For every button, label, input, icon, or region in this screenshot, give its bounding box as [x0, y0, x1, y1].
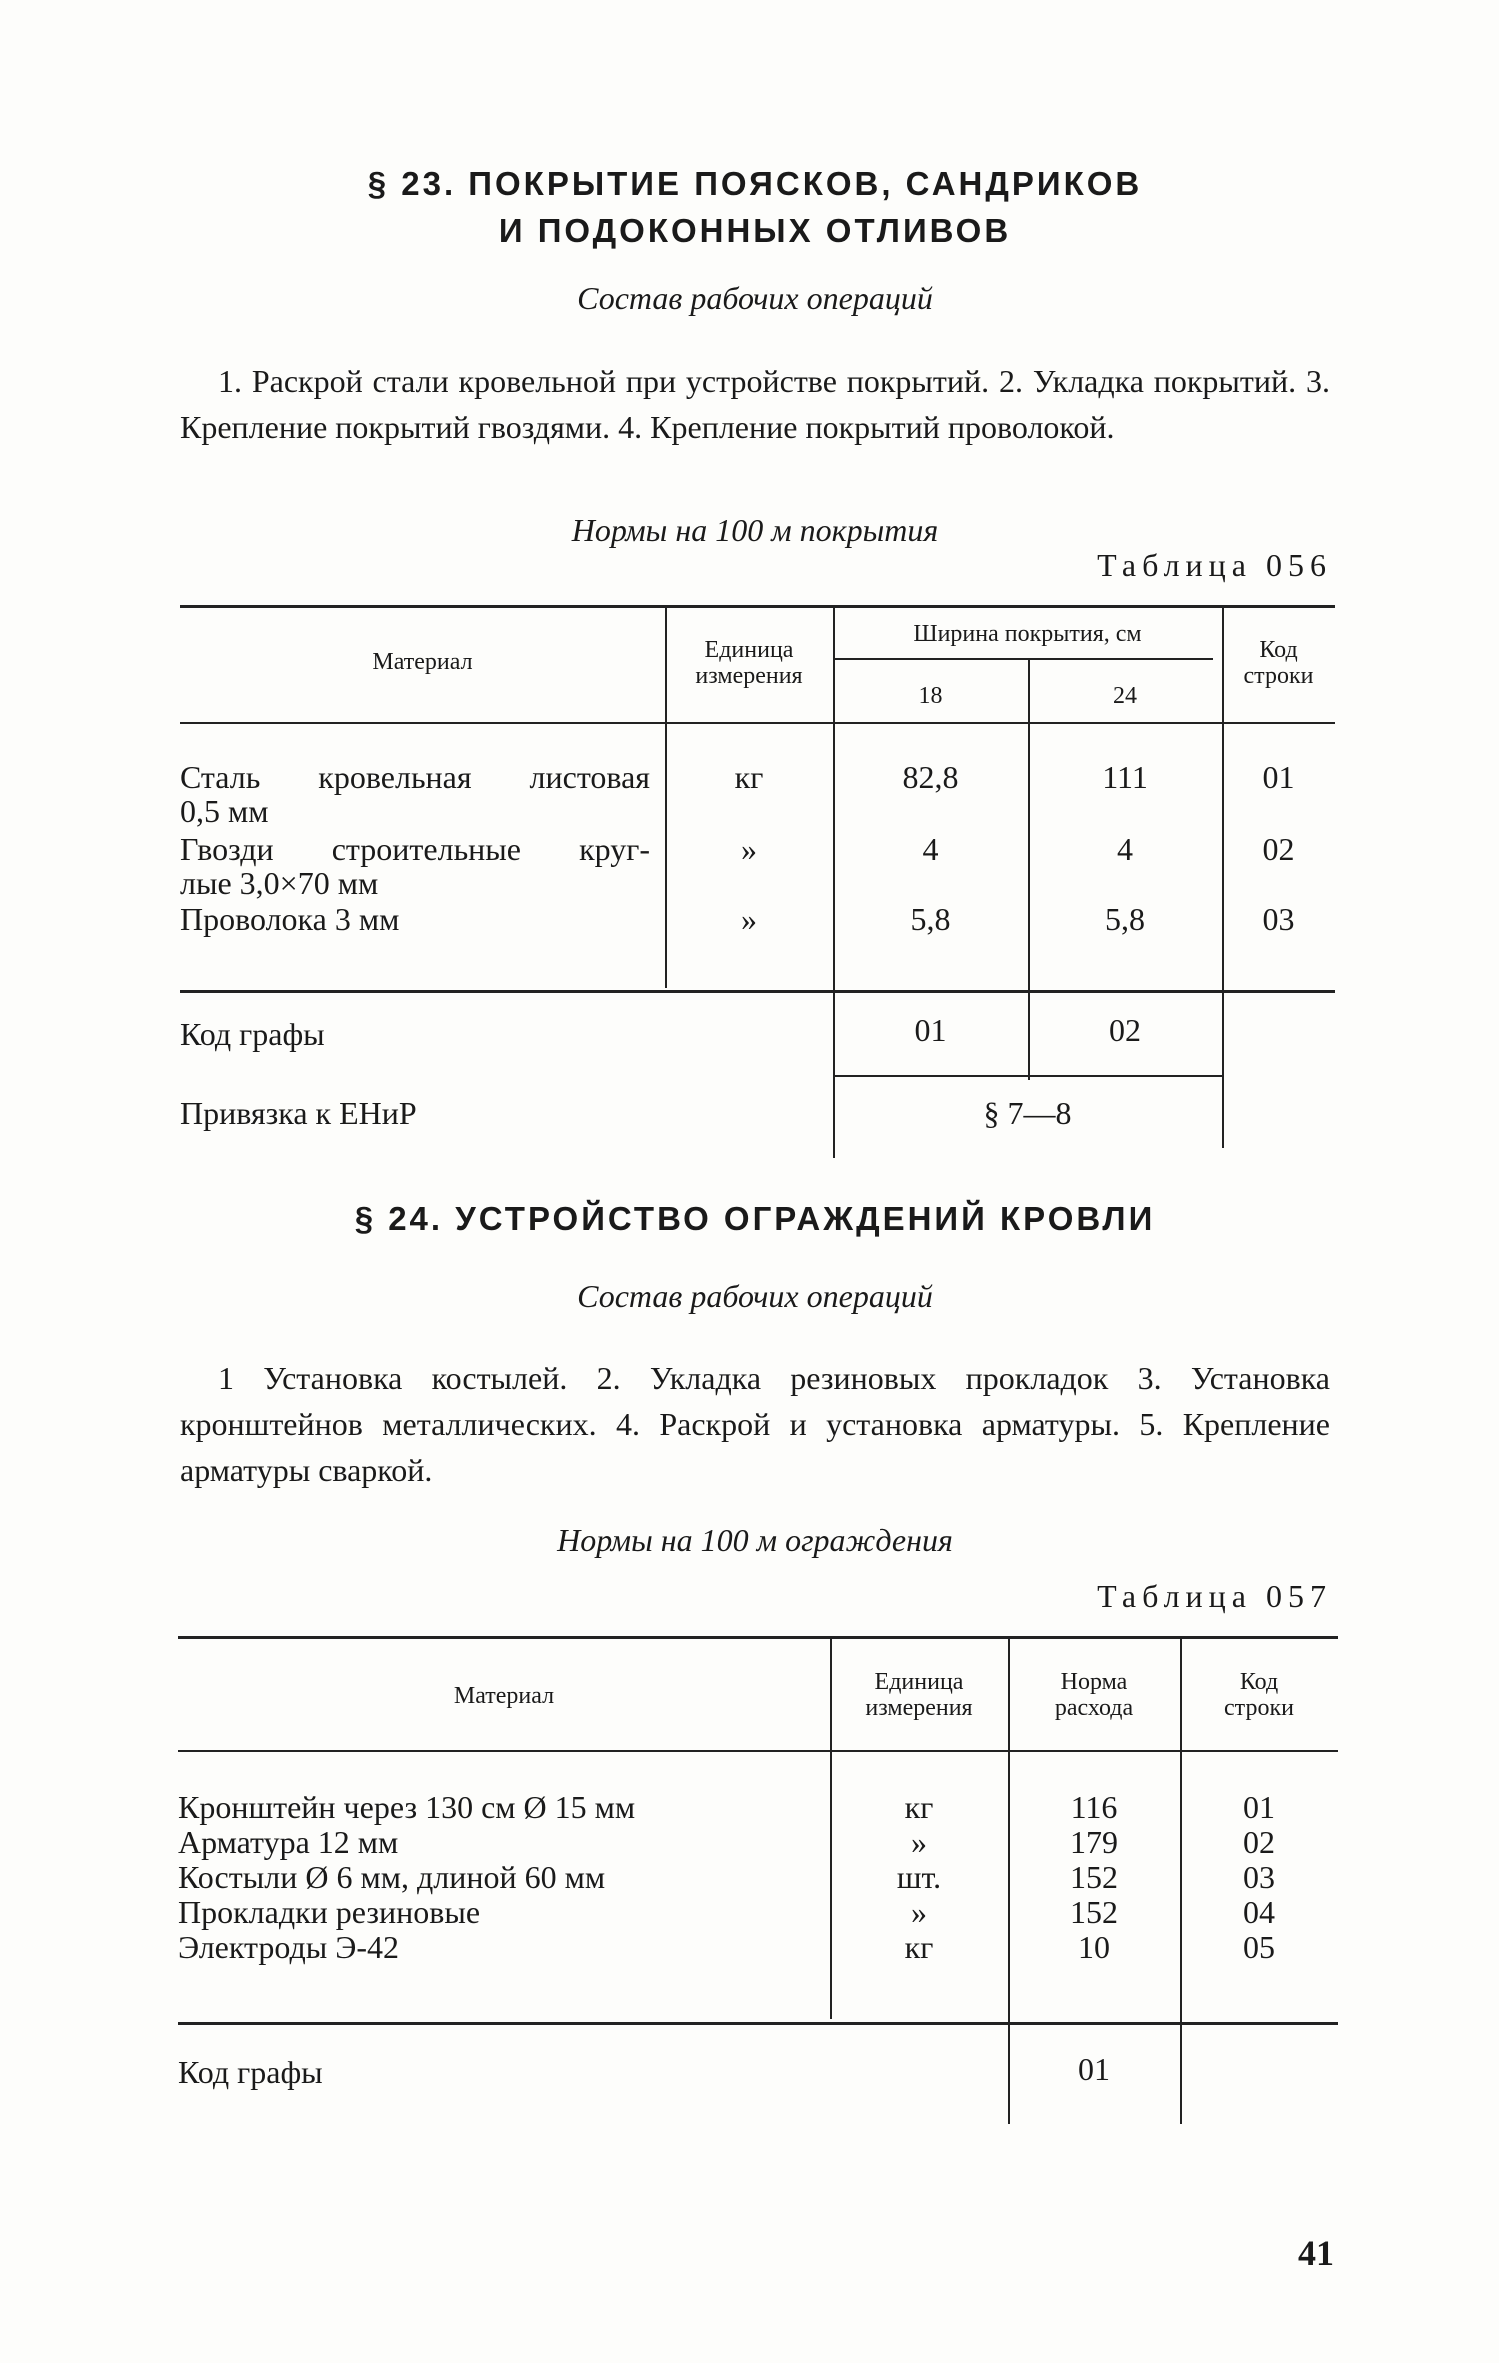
table-056-row3-w18: 5,8 [910, 901, 951, 937]
table-056-footer-code-18: 01 [914, 1012, 947, 1048]
table-057-number: Таблица 057 [1097, 1578, 1332, 1614]
table-056-row1-w18: 82,8 [902, 759, 959, 795]
table-057-row4-norm: 152 [1070, 1894, 1118, 1930]
page-number: 41 [1298, 2233, 1334, 2273]
table-057-footer-code-value: 01 [1078, 2051, 1110, 2087]
table-057-row3-material: Костыли Ø 6 мм, длиной 60 мм [178, 1859, 606, 1895]
table-056-row3-material-l1: Проволока 3 мм [180, 901, 400, 937]
table-056-footer-enir-label: Привязка к ЕНиР [180, 1095, 417, 1131]
table-056-row2-w24: 4 [1117, 831, 1133, 867]
table-057-row2-unit: » [911, 1824, 927, 1860]
table-057-row4-code: 04 [1243, 1894, 1275, 1930]
table-057-row5-code: 05 [1243, 1929, 1275, 1965]
table-057-row3-norm: 152 [1070, 1859, 1118, 1895]
table-057-header-rule [178, 1750, 1338, 1752]
table-057-row3-code: 03 [1243, 1859, 1275, 1895]
table-057-body-rule [178, 2022, 1338, 2025]
section-24-heading: § 24. УСТРОЙСТВО ОГРАЖДЕНИЙ КРОВЛИ [354, 1200, 1156, 1237]
table-057-col-code-l2: строки [1224, 1695, 1294, 1721]
table-057-col-code-l1: Код [1239, 1669, 1279, 1695]
table-056-col-code-l1: Код [1259, 637, 1298, 663]
table-056-row2-code: 02 [1262, 831, 1295, 867]
section-23-paragraph-text: 1. Раскрой стали кровельной при устройстве покрытий. 2. Укладка покрытий. 3. Крепление покрытий гвоздями. 4. Крепление покрытий проволокой. [180, 363, 1330, 445]
table-057-col-unit-l1: Единица [874, 1669, 964, 1695]
table-057-row2-code: 02 [1243, 1824, 1275, 1860]
table-056-row1-w24: 111 [1102, 759, 1148, 795]
table-056-row3-unit: » [741, 901, 757, 937]
table-057-row3-unit: шт. [896, 1859, 942, 1895]
table-056-row2-w18: 4 [922, 831, 939, 867]
table-056-body-rule [180, 990, 1335, 993]
section-24-subtitle: Состав рабочих операций [577, 1278, 933, 1314]
table-057-row5-unit: кг [904, 1929, 934, 1965]
table-056-row2-material-l1: Гвозди строительные круг- [180, 831, 650, 867]
table-057-row1-material: Кронштейн через 130 см Ø 15 мм [178, 1789, 636, 1825]
table-056-col-w24: 24 [1113, 683, 1137, 709]
table-056-col-w18: 18 [918, 683, 943, 709]
table-056-row3-w24: 5,8 [1105, 901, 1145, 937]
table-057-row2-material: Арматура 12 мм [178, 1824, 399, 1860]
table-057-row1-code: 01 [1243, 1789, 1275, 1825]
table-056-footer-rule [833, 1075, 1222, 1077]
table-056-col-width: Ширина покрытия, см [913, 621, 1142, 647]
table-057-row1-unit: кг [904, 1789, 934, 1825]
table-057-row4-material: Прокладки резиновые [178, 1894, 481, 1930]
section-23-subtitle: Состав рабочих операций [577, 280, 933, 316]
table-057-row4-unit: » [911, 1894, 927, 1930]
table-057-col-unit-l2: измерения [865, 1695, 973, 1721]
table-056-number: Таблица 056 [1097, 547, 1332, 583]
table-057-row5-material: Электроды Э-42 [178, 1929, 400, 1965]
section-23-paragraph [180, 358, 1330, 450]
table-057-col-norm-l2: расхода [1054, 1695, 1134, 1721]
section-23-norm-caption: Нормы на 100 м покрытия [571, 512, 939, 548]
table-057-col-norm-l1: Норма [1060, 1669, 1128, 1695]
table-056-row2-unit: » [741, 831, 757, 867]
table-057-row5-norm: 10 [1078, 1929, 1110, 1965]
table-056-col-unit-l1: Единица [704, 637, 794, 663]
table-057-row1-norm: 116 [1070, 1789, 1118, 1825]
table-056-footer-enir-value: § 7—8 [983, 1095, 1072, 1131]
section-24-paragraph [180, 1355, 1330, 1493]
table-057-col-material: Материал [453, 1683, 555, 1709]
table-056-row1-unit: кг [734, 759, 764, 795]
table-056-col-material: Материал [372, 649, 473, 675]
table-057-row2-norm: 179 [1070, 1824, 1118, 1860]
section-24-paragraph-text: 1 Установка костылей. 2. Укладка резиновых прокладок 3. Установка кронштейнов металлических. 4. Раскрой и установка арматуры. 5. Крепление арматуры сваркой. [180, 1360, 1330, 1488]
table-056-col-code-l2: строки [1243, 663, 1314, 689]
table-056-top-rule [180, 605, 1335, 608]
table-056-row1-material-l1: Сталь кровельная листовая [180, 759, 650, 795]
table-056-footer-code-24: 02 [1109, 1012, 1141, 1048]
table-056-subheader-rule [833, 658, 1213, 660]
table-056-header-rule [180, 722, 1335, 724]
section-23-heading-line1: § 23. ПОКРЫТИЕ ПОЯСКОВ, САНДРИКОВ [367, 165, 1143, 202]
table-057-footer-code-label: Код графы [178, 2054, 323, 2090]
table-056-row1-material-l2: 0,5 мм [180, 793, 269, 829]
section-24-norm-caption: Нормы на 100 м ограждения [557, 1522, 953, 1558]
table-056-col-unit-l2: измерения [695, 663, 803, 689]
table-056-row2-material-l2: лые 3,0×70 мм [180, 865, 379, 901]
table-056-footer-code-label: Код графы [180, 1016, 325, 1052]
table-057-top-rule [178, 1636, 1338, 1639]
table-056-row3-code: 03 [1262, 901, 1295, 937]
table-056-row1-code: 01 [1262, 759, 1295, 795]
section-23-heading-line2: И ПОДОКОННЫХ ОТЛИВОВ [498, 212, 1012, 249]
